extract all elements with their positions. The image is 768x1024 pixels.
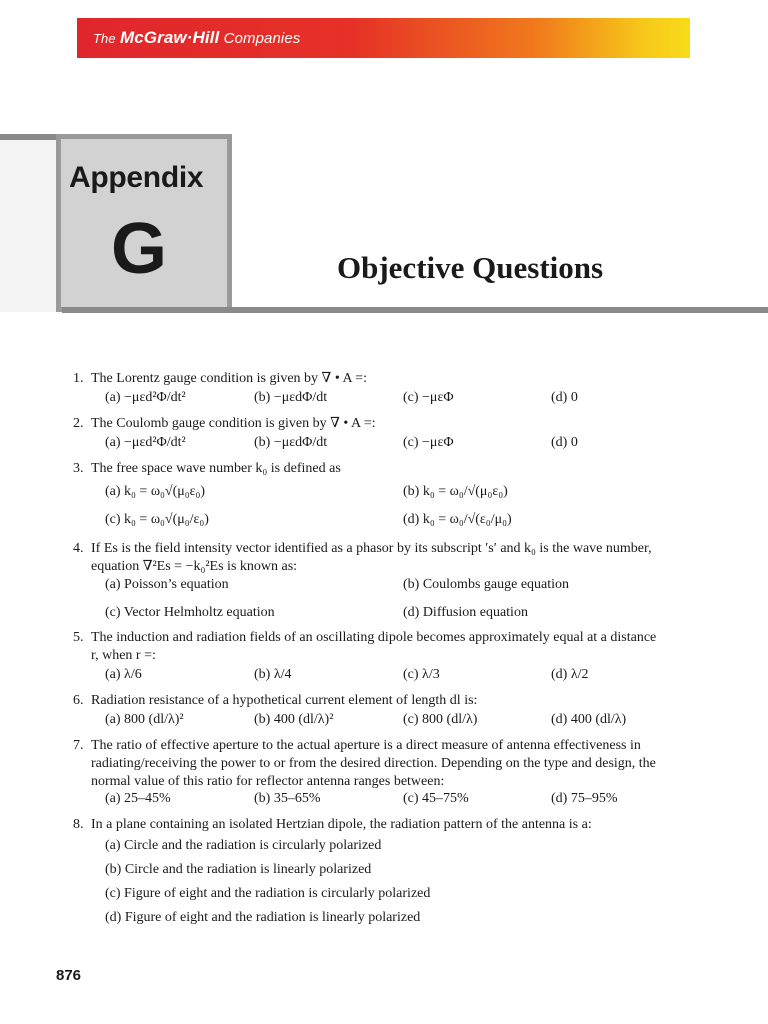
option-b: (b) Circle and the radiation is linearly polarized	[105, 862, 372, 877]
option-b: (b) −μεdΦ/dt	[254, 435, 328, 450]
options-row	[105, 508, 693, 538]
options-row	[105, 576, 693, 603]
option-c: (c) λ/3	[403, 667, 440, 682]
appendix-label: Appendix	[69, 161, 204, 194]
publisher-suffix: Companies	[223, 30, 301, 47]
page-title: Objective Questions	[337, 250, 604, 285]
question-1	[73, 370, 693, 409]
option-c: (c) −μεΦ	[403, 390, 454, 405]
question-text-line: normal value of this ratio for reflector antenna ranges between:	[91, 774, 445, 789]
question-stem	[73, 692, 693, 710]
question-text: The Coulomb gauge condition is given by ∇ • A =:	[91, 416, 376, 431]
question-number: 2.	[73, 416, 84, 431]
option-c: (c) −μεΦ	[403, 435, 454, 450]
question-7	[73, 737, 693, 810]
option-a: (a) −μεd²Φ/dt²	[105, 435, 186, 450]
option-b: (b) 400 (dl/λ)²	[254, 712, 334, 727]
options-row	[105, 603, 693, 627]
publisher-banner	[77, 18, 690, 58]
option-d: (d) 0	[551, 390, 578, 405]
option-b: (b) −μεdΦ/dt	[254, 390, 328, 405]
question-number: 1.	[73, 371, 84, 386]
publisher-name: McGraw·Hill	[119, 28, 220, 47]
question-stem	[73, 816, 693, 834]
question-stem	[73, 370, 693, 388]
options-row	[105, 433, 693, 454]
question-stem	[73, 737, 693, 791]
question-number: 3.	[73, 461, 84, 476]
divider-bottom	[62, 307, 768, 313]
option-a: (a) −μεd²Φ/dt²	[105, 390, 186, 405]
appendix-box-inner	[61, 139, 227, 307]
page-number: 876	[56, 967, 82, 984]
question-6	[73, 692, 693, 731]
option-d: (d) 400 (dl/λ)	[551, 712, 627, 727]
options-row	[105, 478, 693, 508]
question-text: In a plane containing an isolated Hertzian dipole, the radiation pattern of the antenna is a:	[91, 817, 592, 832]
option-d: (d) λ/2	[551, 667, 589, 682]
option-b: (b) 35–65%	[254, 791, 321, 806]
question-stem	[73, 460, 693, 478]
option-c: (c) Vector Helmholtz equation	[105, 605, 275, 620]
option-c: (c) k₀ = ω₀√(μ₀/ε₀)	[105, 512, 209, 527]
question-number: 6.	[73, 693, 84, 708]
question-text-line: equation ∇²Es = −k₀²Es is known as:	[91, 559, 298, 574]
question-text-line: The ratio of effective aperture to the actual aperture is a direct measure of antenna effectiveness in	[91, 738, 641, 753]
question-text-line: r, when r =:	[91, 648, 156, 663]
question-list	[73, 370, 693, 930]
publisher-logo	[93, 28, 300, 48]
option-c: (c) Figure of eight and the radiation is circularly polarized	[105, 886, 431, 901]
question-stem	[73, 415, 693, 433]
appendix-box	[56, 134, 232, 312]
option-d: (d) Figure of eight and the radiation is linearly polarized	[105, 910, 421, 925]
question-text-line: If Es is the field intensity vector identified as a phasor by its subscript ′s′ and k₀ is the wave number,	[91, 541, 652, 556]
option-a: (a) 800 (dl/λ)²	[105, 712, 184, 727]
question-2	[73, 415, 693, 454]
question-text-line: radiating/receiving the power to or from the desired direction. Depending on the type and design, the	[91, 756, 656, 771]
question-number: 7.	[73, 738, 84, 753]
options-row	[105, 791, 693, 810]
option-b: (b) Coulombs gauge equation	[403, 577, 570, 592]
question-stem	[73, 540, 693, 576]
question-number: 5.	[73, 630, 84, 645]
question-8	[73, 816, 693, 930]
option-a: (a) λ/6	[105, 667, 142, 682]
option-a: (a) Poisson’s equation	[105, 577, 229, 592]
option-c: (c) 45–75%	[403, 791, 469, 806]
option-a: (a) 25–45%	[105, 791, 171, 806]
option-b: (b) λ/4	[254, 667, 292, 682]
question-text: The Lorentz gauge condition is given by ∇ • A =:	[91, 371, 368, 386]
option-d: (d) 75–95%	[551, 791, 618, 806]
option-d: (d) k₀ = ω₀/√(ε₀/μ₀)	[403, 512, 512, 527]
question-number: 4.	[73, 541, 84, 556]
appendix-letter: G	[111, 209, 168, 289]
option-a: (a) Circle and the radiation is circularly polarized	[105, 838, 382, 853]
question-text: Radiation resistance of a hypothetical current element of length dl is:	[91, 693, 478, 708]
options-row	[105, 710, 693, 731]
option-b: (b) k₀ = ω₀/√(μ₀ε₀)	[403, 484, 508, 499]
option-d: (d) Diffusion equation	[403, 605, 528, 620]
question-number: 8.	[73, 817, 84, 832]
question-3	[73, 460, 693, 538]
options-row	[105, 665, 693, 686]
margin-strip	[0, 140, 56, 312]
option-a: (a) k₀ = ω₀√(μ₀ε₀)	[105, 484, 206, 499]
question-stem	[73, 629, 693, 665]
option-d: (d) 0	[551, 435, 578, 450]
option-c: (c) 800 (dl/λ)	[403, 712, 478, 727]
question-text-line: The induction and radiation fields of an oscillating dipole becomes approximately equal at a distance	[91, 630, 657, 645]
question-5	[73, 629, 693, 686]
options-row	[105, 388, 693, 409]
question-4	[73, 540, 693, 627]
publisher-prefix: The	[93, 31, 116, 46]
question-text: The free space wave number k₀ is defined as	[91, 461, 341, 476]
